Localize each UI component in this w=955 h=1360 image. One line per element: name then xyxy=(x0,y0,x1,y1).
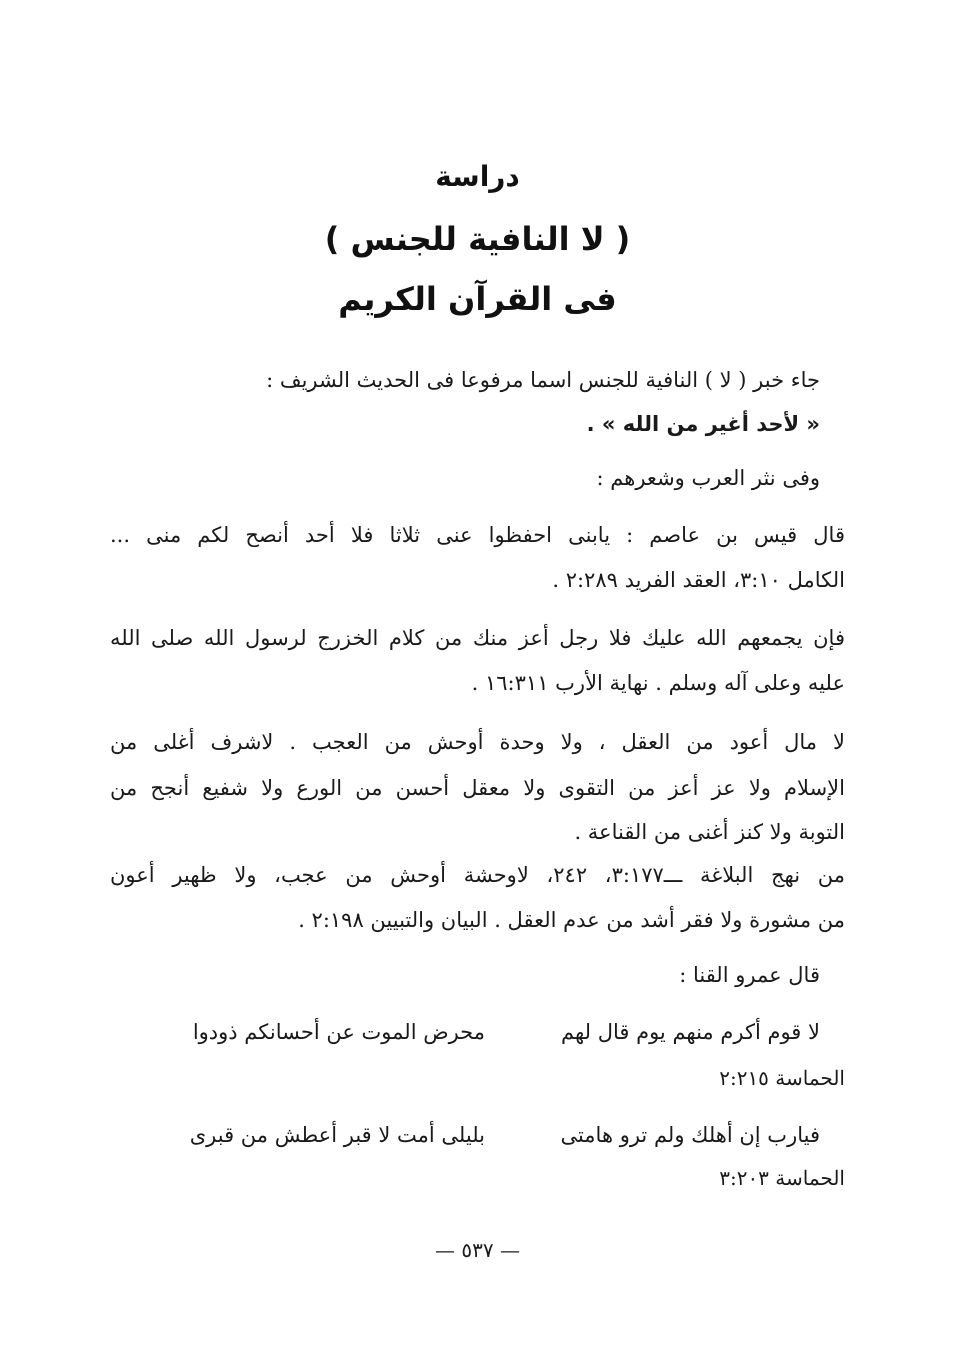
para4-line1: من نهج البلاغة ـــ٣:١٧٧، ٢٤٢، لاوحشة أوحش من عجب، ولا ظهير أعون xyxy=(110,863,845,887)
para3-line3: التوبة ولا كنز أغنى من القناعة . xyxy=(574,820,845,844)
para1-line2: الكامل ٣:١٠، العقد الفريد ٢:٢٨٩ . xyxy=(552,568,845,592)
intro-hadith: « لأحد أغير من الله » . xyxy=(586,412,820,436)
intro-line-1: جاء خبر ( لا ) النافية للجنس اسما مرفوعا فى الحديث الشريف : xyxy=(266,368,820,392)
heading-quran: فى القرآن الكريم xyxy=(338,280,617,318)
poet-intro: قال عمرو القنا : xyxy=(679,963,820,987)
para3-line1: لا مال أعود من العقل ، ولا وحدة أوحش من العجب . لاشرف أغلى من xyxy=(110,730,845,754)
verse1-source: الحماسة ٢:٢١٥ xyxy=(719,1066,845,1090)
verse2-first-hemistich: فيارب إن أهلك ولم ترو هامتى xyxy=(560,1123,820,1147)
page-number: — ٥٣٧ — xyxy=(435,1238,520,1262)
heading-study: دراسة xyxy=(435,160,520,193)
verse2-second-hemistich: بليلى أمت لا قبر أعطش من قبرى xyxy=(189,1123,485,1147)
para2-line2: عليه وعلى آله وسلم . نهاية الأرب ١٦:٣١١ . xyxy=(471,671,845,695)
verse1-first-hemistich: لا قوم أكرم منهم يوم قال لهم xyxy=(560,1020,820,1044)
heading-subject: ( لا النافية للجنس ) xyxy=(324,220,631,258)
para3-line2: الإسلام ولا عز أعز من التقوى ولا معقل أحسن من الورع ولا شفيع أنجح من xyxy=(110,776,845,800)
para4-line2: من مشورة ولا فقر أشد من عدم العقل . البيان والتبيين ٢:١٩٨ . xyxy=(298,908,845,932)
verse2-source: الحماسة ٣:٢٠٣ xyxy=(719,1166,845,1190)
verse1-second-hemistich: محرض الموت عن أحسانكم ذودوا xyxy=(192,1020,485,1044)
para1-line1: قال قيس بن عاصم : يابنى احفظوا عنى ثلاثا فلا أحد أنصح لكم منى ... xyxy=(110,523,845,547)
prose-intro: وفى نثر العرب وشعرهم : xyxy=(596,466,820,490)
para2-line1: فإن يجمعهم الله عليك فلا رجل أعز منك من كلام الخزرج لرسول الله صلى الله xyxy=(110,626,845,650)
